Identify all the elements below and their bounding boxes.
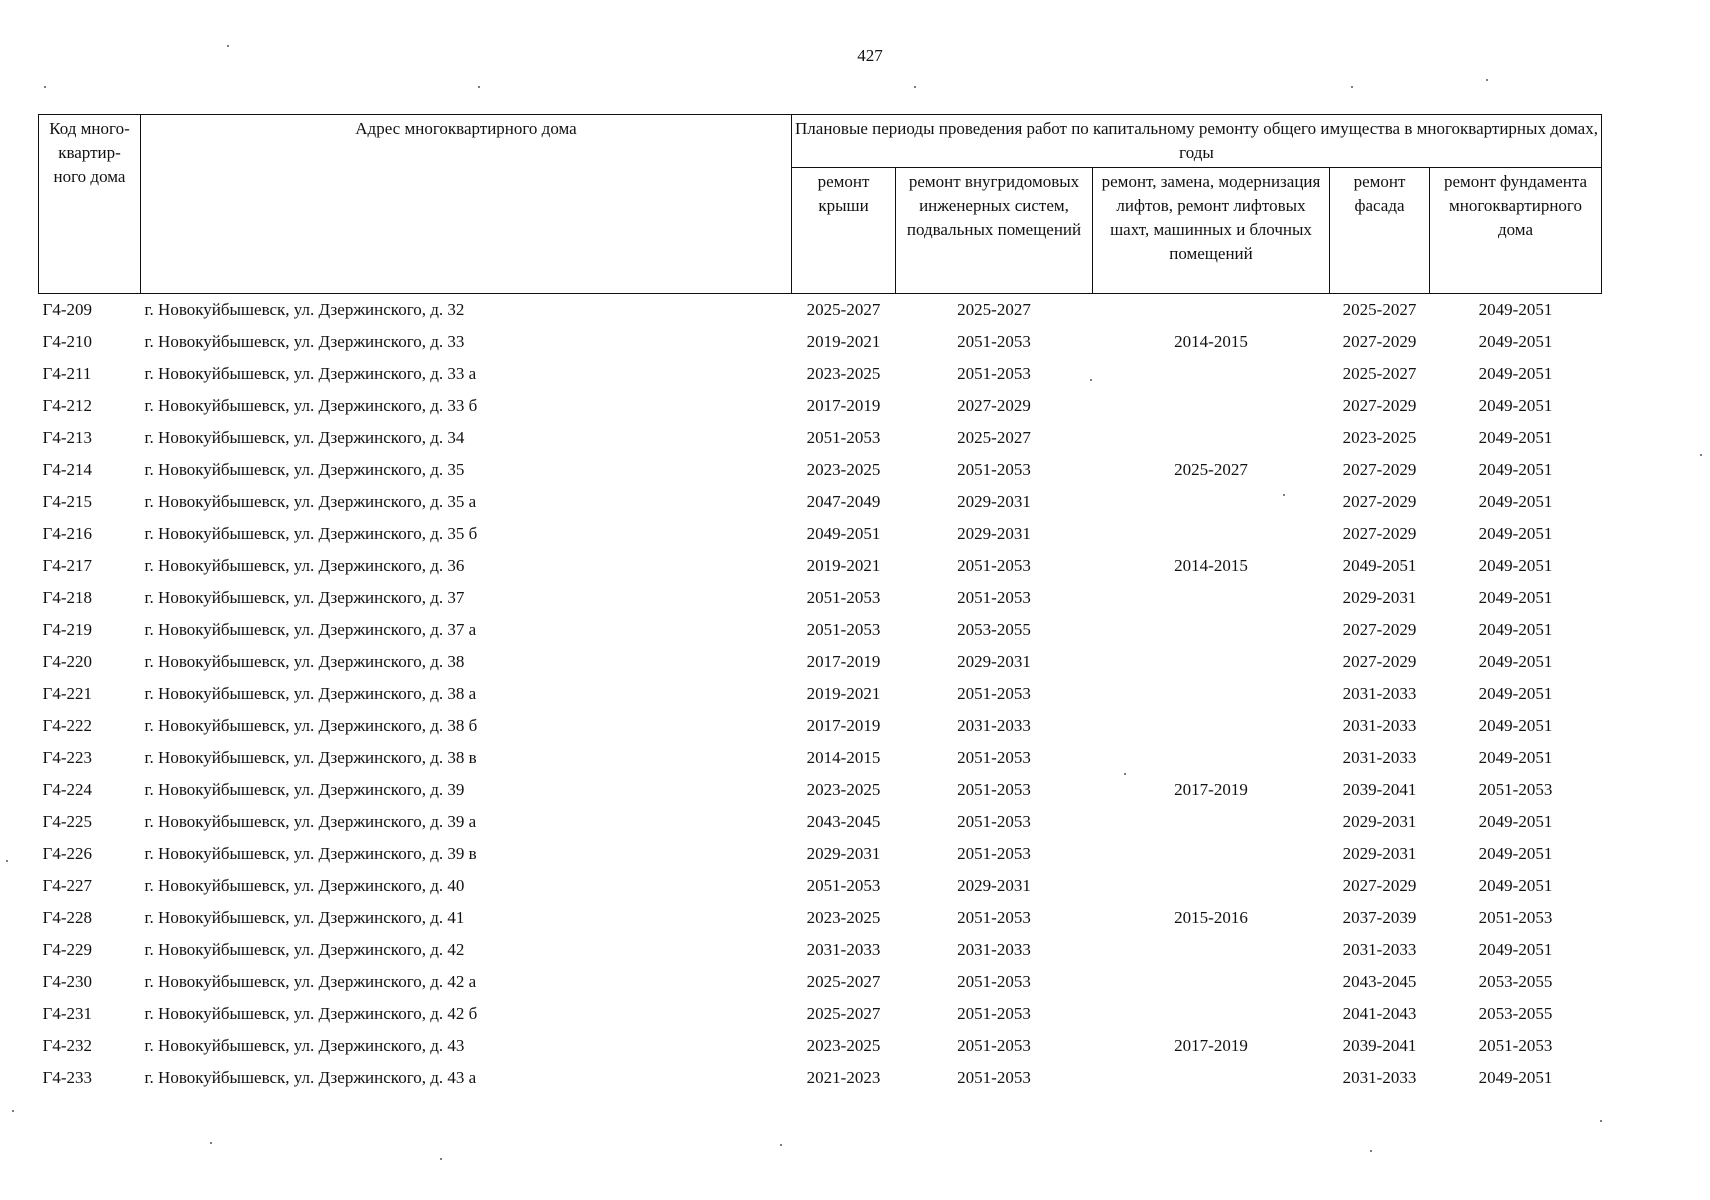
cell-lifts: 2025-2027 — [1174, 460, 1248, 479]
cell-foundation: 2049-2051 — [1478, 588, 1553, 607]
cell-systems: 2025-2027 — [957, 300, 1031, 319]
cell-roof: 2023-2025 — [806, 364, 881, 383]
cell-code: Г4-211 — [42, 364, 92, 383]
cell-lifts — [1093, 742, 1330, 774]
cell-code: Г4-226 — [42, 844, 92, 863]
capital-repair-table — [38, 114, 1602, 1094]
cell-foundation: 2049-2051 — [1478, 940, 1553, 959]
table-row — [39, 966, 1602, 998]
cell-address: г. Новокуйбышевск, ул. Дзержинского, д. 38 б — [144, 716, 478, 735]
table-row — [39, 326, 1602, 358]
cell-facade: 2031-2033 — [1342, 748, 1417, 767]
cell-lifts: 2017-2019 — [1174, 780, 1248, 799]
cell-foundation: 2049-2051 — [1478, 1068, 1553, 1087]
cell-lifts — [1093, 934, 1330, 966]
cell-address: г. Новокуйбышевск, ул. Дзержинского, д. 39 — [144, 780, 465, 799]
header-systems: ремонт внугридомовых инженерных систем, подвальных помещений — [896, 168, 1093, 294]
cell-facade: 2025-2027 — [1342, 364, 1417, 383]
cell-foundation: 2049-2051 — [1478, 428, 1553, 447]
cell-facade: 2031-2033 — [1342, 940, 1417, 959]
cell-roof: 2047-2049 — [806, 492, 881, 511]
cell-address: г. Новокуйбышевск, ул. Дзержинского, д. 38 — [144, 652, 465, 671]
cell-lifts — [1093, 294, 1330, 327]
scan-speck — [1486, 79, 1488, 81]
cell-address: г. Новокуйбышевск, ул. Дзержинского, д. 36 — [144, 556, 465, 575]
table-row — [39, 486, 1602, 518]
cell-code: Г4-231 — [42, 1004, 92, 1023]
cell-facade: 2027-2029 — [1342, 524, 1417, 543]
cell-foundation: 2049-2051 — [1478, 844, 1553, 863]
cell-systems: 2051-2053 — [957, 332, 1031, 351]
cell-address: г. Новокуйбышевск, ул. Дзержинского, д. 42 б — [144, 1004, 478, 1023]
cell-code: Г4-227 — [42, 876, 92, 895]
cell-foundation: 2049-2051 — [1478, 556, 1553, 575]
cell-address: г. Новокуйбышевск, ул. Дзержинского, д. 43 — [144, 1036, 465, 1055]
cell-facade: 2027-2029 — [1342, 876, 1417, 895]
header-code: Код много-квартир-ного дома — [39, 115, 141, 294]
cell-systems: 2029-2031 — [957, 652, 1031, 671]
cell-facade: 2027-2029 — [1342, 620, 1417, 639]
table-row — [39, 1030, 1602, 1062]
cell-foundation: 2053-2055 — [1478, 1004, 1553, 1023]
cell-systems: 2051-2053 — [957, 1004, 1031, 1023]
cell-facade: 2023-2025 — [1342, 428, 1417, 447]
cell-lifts — [1093, 486, 1330, 518]
cell-facade: 2031-2033 — [1342, 716, 1417, 735]
cell-facade: 2029-2031 — [1342, 812, 1417, 831]
header-roof: ремонт крыши — [792, 168, 896, 294]
cell-lifts — [1093, 390, 1330, 422]
cell-address: г. Новокуйбышевск, ул. Дзержинского, д. 33 — [144, 332, 465, 351]
cell-foundation: 2051-2053 — [1478, 1036, 1553, 1055]
cell-code: Г4-213 — [42, 428, 92, 447]
cell-facade: 2031-2033 — [1342, 684, 1417, 703]
cell-systems: 2025-2027 — [957, 428, 1031, 447]
cell-address: г. Новокуйбышевск, ул. Дзержинского, д. 33 а — [144, 364, 477, 383]
cell-foundation: 2049-2051 — [1478, 524, 1553, 543]
cell-code: Г4-218 — [42, 588, 92, 607]
cell-code: Г4-225 — [42, 812, 92, 831]
scan-speck — [1283, 494, 1285, 496]
cell-facade: 2027-2029 — [1342, 652, 1417, 671]
cell-systems: 2027-2029 — [957, 396, 1031, 415]
cell-systems: 2051-2053 — [957, 1036, 1031, 1055]
cell-address: г. Новокуйбышевск, ул. Дзержинского, д. 43 а — [144, 1068, 477, 1087]
cell-code: Г4-224 — [42, 780, 92, 799]
cell-lifts — [1093, 614, 1330, 646]
cell-foundation: 2049-2051 — [1478, 396, 1553, 415]
cell-code: Г4-209 — [42, 300, 92, 319]
cell-roof: 2031-2033 — [806, 940, 881, 959]
cell-lifts: 2017-2019 — [1174, 1036, 1248, 1055]
cell-systems: 2051-2053 — [957, 588, 1031, 607]
scan-speck — [1124, 773, 1126, 775]
scan-speck — [12, 1110, 14, 1112]
cell-facade: 2025-2027 — [1342, 300, 1417, 319]
cell-systems: 2029-2031 — [957, 492, 1031, 511]
cell-facade: 2041-2043 — [1342, 1004, 1417, 1023]
cell-systems: 2051-2053 — [957, 1068, 1031, 1087]
cell-roof: 2023-2025 — [806, 908, 881, 927]
table-body — [39, 294, 1602, 1095]
table-row — [39, 614, 1602, 646]
cell-foundation: 2049-2051 — [1478, 364, 1553, 383]
cell-foundation: 2049-2051 — [1478, 748, 1553, 767]
cell-foundation: 2049-2051 — [1478, 300, 1553, 319]
cell-address: г. Новокуйбышевск, ул. Дзержинского, д. 35 б — [144, 524, 478, 543]
cell-facade: 2027-2029 — [1342, 492, 1417, 511]
cell-lifts — [1093, 838, 1330, 870]
scan-speck — [478, 86, 480, 88]
cell-address: г. Новокуйбышевск, ул. Дзержинского, д. 35 — [144, 460, 465, 479]
cell-roof: 2014-2015 — [806, 748, 881, 767]
cell-foundation: 2053-2055 — [1478, 972, 1553, 991]
table-row — [39, 550, 1602, 582]
cell-code: Г4-233 — [42, 1068, 92, 1087]
cell-systems: 2051-2053 — [957, 556, 1031, 575]
scan-speck — [780, 1144, 782, 1146]
cell-lifts — [1093, 806, 1330, 838]
cell-code: Г4-210 — [42, 332, 92, 351]
cell-systems: 2029-2031 — [957, 524, 1031, 543]
cell-facade: 2043-2045 — [1342, 972, 1417, 991]
table-row — [39, 646, 1602, 678]
cell-roof: 2019-2021 — [806, 684, 881, 703]
cell-foundation: 2049-2051 — [1478, 332, 1553, 351]
cell-address: г. Новокуйбышевск, ул. Дзержинского, д. 35 а — [144, 492, 477, 511]
cell-address: г. Новокуйбышевск, ул. Дзержинского, д. 42 а — [144, 972, 477, 991]
table-row — [39, 422, 1602, 454]
cell-address: г. Новокуйбышевск, ул. Дзержинского, д. 37 — [144, 588, 465, 607]
cell-roof: 2017-2019 — [806, 716, 881, 735]
cell-lifts — [1093, 646, 1330, 678]
cell-foundation: 2051-2053 — [1478, 780, 1553, 799]
cell-code: Г4-217 — [42, 556, 92, 575]
cell-lifts: 2015-2016 — [1174, 908, 1248, 927]
cell-systems: 2051-2053 — [957, 972, 1031, 991]
table-row — [39, 934, 1602, 966]
scan-speck — [1600, 1120, 1602, 1122]
cell-code: Г4-221 — [42, 684, 92, 703]
cell-roof: 2019-2021 — [806, 332, 881, 351]
cell-lifts — [1093, 358, 1330, 390]
scan-speck — [6, 860, 8, 862]
cell-address: г. Новокуйбышевск, ул. Дзержинского, д. 39 в — [144, 844, 477, 863]
cell-code: Г4-220 — [42, 652, 92, 671]
scan-speck — [1090, 379, 1092, 381]
cell-lifts — [1093, 1062, 1330, 1094]
table-row — [39, 742, 1602, 774]
cell-facade: 2037-2039 — [1342, 908, 1417, 927]
cell-roof: 2025-2027 — [806, 300, 881, 319]
cell-foundation: 2049-2051 — [1478, 812, 1553, 831]
table-row — [39, 774, 1602, 806]
cell-address: г. Новокуйбышевск, ул. Дзержинского, д. 38 а — [144, 684, 477, 703]
table-row — [39, 998, 1602, 1030]
cell-facade: 2049-2051 — [1342, 556, 1417, 575]
cell-facade: 2027-2029 — [1342, 332, 1417, 351]
cell-facade: 2031-2033 — [1342, 1068, 1417, 1087]
cell-code: Г4-216 — [42, 524, 92, 543]
cell-lifts — [1093, 518, 1330, 550]
cell-lifts — [1093, 678, 1330, 710]
header-facade: ремонт фасада — [1330, 168, 1430, 294]
cell-roof: 2049-2051 — [806, 524, 881, 543]
cell-roof: 2051-2053 — [806, 588, 881, 607]
cell-lifts — [1093, 966, 1330, 998]
table-row — [39, 582, 1602, 614]
cell-facade: 2029-2031 — [1342, 588, 1417, 607]
table-row — [39, 294, 1602, 327]
cell-address: г. Новокуйбышевск, ул. Дзержинского, д. 41 — [144, 908, 465, 927]
cell-roof: 2029-2031 — [806, 844, 881, 863]
cell-roof: 2019-2021 — [806, 556, 881, 575]
cell-foundation: 2049-2051 — [1478, 652, 1553, 671]
cell-foundation: 2051-2053 — [1478, 908, 1553, 927]
cell-address: г. Новокуйбышевск, ул. Дзержинского, д. 39 а — [144, 812, 477, 831]
scan-speck — [210, 1142, 212, 1144]
cell-code: Г4-229 — [42, 940, 92, 959]
cell-systems: 2051-2053 — [957, 780, 1031, 799]
cell-code: Г4-222 — [42, 716, 92, 735]
cell-facade: 2027-2029 — [1342, 396, 1417, 415]
cell-lifts — [1093, 998, 1330, 1030]
scan-speck — [440, 1158, 442, 1160]
table-row — [39, 806, 1602, 838]
header-periods: Плановые периоды проведения работ по капитальному ремонту общего имущества в многоквартирных домах, годы — [792, 115, 1602, 168]
cell-systems: 2051-2053 — [957, 460, 1031, 479]
cell-roof: 2023-2025 — [806, 460, 881, 479]
cell-code: Г4-223 — [42, 748, 92, 767]
cell-roof: 2023-2025 — [806, 1036, 881, 1055]
scan-speck — [44, 86, 46, 88]
cell-code: Г4-215 — [42, 492, 92, 511]
cell-facade: 2029-2031 — [1342, 844, 1417, 863]
table-row — [39, 838, 1602, 870]
cell-systems: 2051-2053 — [957, 812, 1031, 831]
cell-roof: 2043-2045 — [806, 812, 881, 831]
cell-systems: 2031-2033 — [957, 940, 1031, 959]
cell-address: г. Новокуйбышевск, ул. Дзержинского, д. 42 — [144, 940, 465, 959]
scan-speck — [1700, 454, 1702, 456]
cell-roof: 2023-2025 — [806, 780, 881, 799]
cell-foundation: 2049-2051 — [1478, 716, 1553, 735]
scan-speck — [914, 86, 916, 88]
cell-address: г. Новокуйбышевск, ул. Дзержинского, д. 33 б — [144, 396, 478, 415]
cell-foundation: 2049-2051 — [1478, 492, 1553, 511]
cell-roof: 2025-2027 — [806, 1004, 881, 1023]
cell-roof: 2017-2019 — [806, 652, 881, 671]
scan-speck — [227, 45, 229, 47]
table-row — [39, 902, 1602, 934]
cell-address: г. Новокуйбышевск, ул. Дзержинского, д. 38 в — [144, 748, 477, 767]
cell-foundation: 2049-2051 — [1478, 620, 1553, 639]
cell-code: Г4-228 — [42, 908, 92, 927]
cell-lifts — [1093, 710, 1330, 742]
cell-systems: 2051-2053 — [957, 748, 1031, 767]
cell-lifts — [1093, 870, 1330, 902]
cell-roof: 2051-2053 — [806, 876, 881, 895]
cell-systems: 2031-2033 — [957, 716, 1031, 735]
cell-code: Г4-219 — [42, 620, 92, 639]
header-address: Адрес многоквартирного дома — [141, 115, 792, 294]
scan-speck — [1351, 86, 1353, 88]
table-row — [39, 710, 1602, 742]
cell-systems: 2029-2031 — [957, 876, 1031, 895]
table-row — [39, 358, 1602, 390]
cell-address: г. Новокуйбышевск, ул. Дзержинского, д. 37 а — [144, 620, 477, 639]
cell-systems: 2053-2055 — [957, 620, 1031, 639]
table-row — [39, 454, 1602, 486]
cell-roof: 2051-2053 — [806, 428, 881, 447]
cell-roof: 2051-2053 — [806, 620, 881, 639]
table-row — [39, 1062, 1602, 1094]
cell-facade: 2027-2029 — [1342, 460, 1417, 479]
cell-systems: 2051-2053 — [957, 844, 1031, 863]
cell-foundation: 2049-2051 — [1478, 460, 1553, 479]
table-row — [39, 678, 1602, 710]
cell-foundation: 2049-2051 — [1478, 876, 1553, 895]
header-foundation: ремонт фундамента многоквартирного дома — [1430, 168, 1602, 294]
cell-systems: 2051-2053 — [957, 364, 1031, 383]
cell-address: г. Новокуйбышевск, ул. Дзержинского, д. 40 — [144, 876, 465, 895]
cell-roof: 2021-2023 — [806, 1068, 881, 1087]
cell-address: г. Новокуйбышевск, ул. Дзержинского, д. 32 — [144, 300, 465, 319]
cell-foundation: 2049-2051 — [1478, 684, 1553, 703]
cell-facade: 2039-2041 — [1342, 1036, 1417, 1055]
cell-address: г. Новокуйбышевск, ул. Дзержинского, д. 34 — [144, 428, 465, 447]
cell-systems: 2051-2053 — [957, 684, 1031, 703]
cell-systems: 2051-2053 — [957, 908, 1031, 927]
cell-lifts: 2014-2015 — [1174, 556, 1248, 575]
table-header — [39, 115, 1602, 294]
page-number: 427 — [857, 46, 883, 65]
cell-lifts — [1093, 582, 1330, 614]
table-row — [39, 870, 1602, 902]
header-lifts: ремонт, замена, модернизация лифтов, ремонт лифтовых шахт, машинных и блочных помещений — [1093, 168, 1330, 294]
cell-code: Г4-214 — [42, 460, 92, 479]
scan-speck — [1370, 1150, 1372, 1152]
table-row — [39, 518, 1602, 550]
cell-code: Г4-232 — [42, 1036, 92, 1055]
table-row — [39, 390, 1602, 422]
cell-lifts — [1093, 422, 1330, 454]
cell-lifts: 2014-2015 — [1174, 332, 1248, 351]
cell-code: Г4-230 — [42, 972, 92, 991]
cell-roof: 2017-2019 — [806, 396, 881, 415]
cell-roof: 2025-2027 — [806, 972, 881, 991]
cell-facade: 2039-2041 — [1342, 780, 1417, 799]
cell-code: Г4-212 — [42, 396, 92, 415]
